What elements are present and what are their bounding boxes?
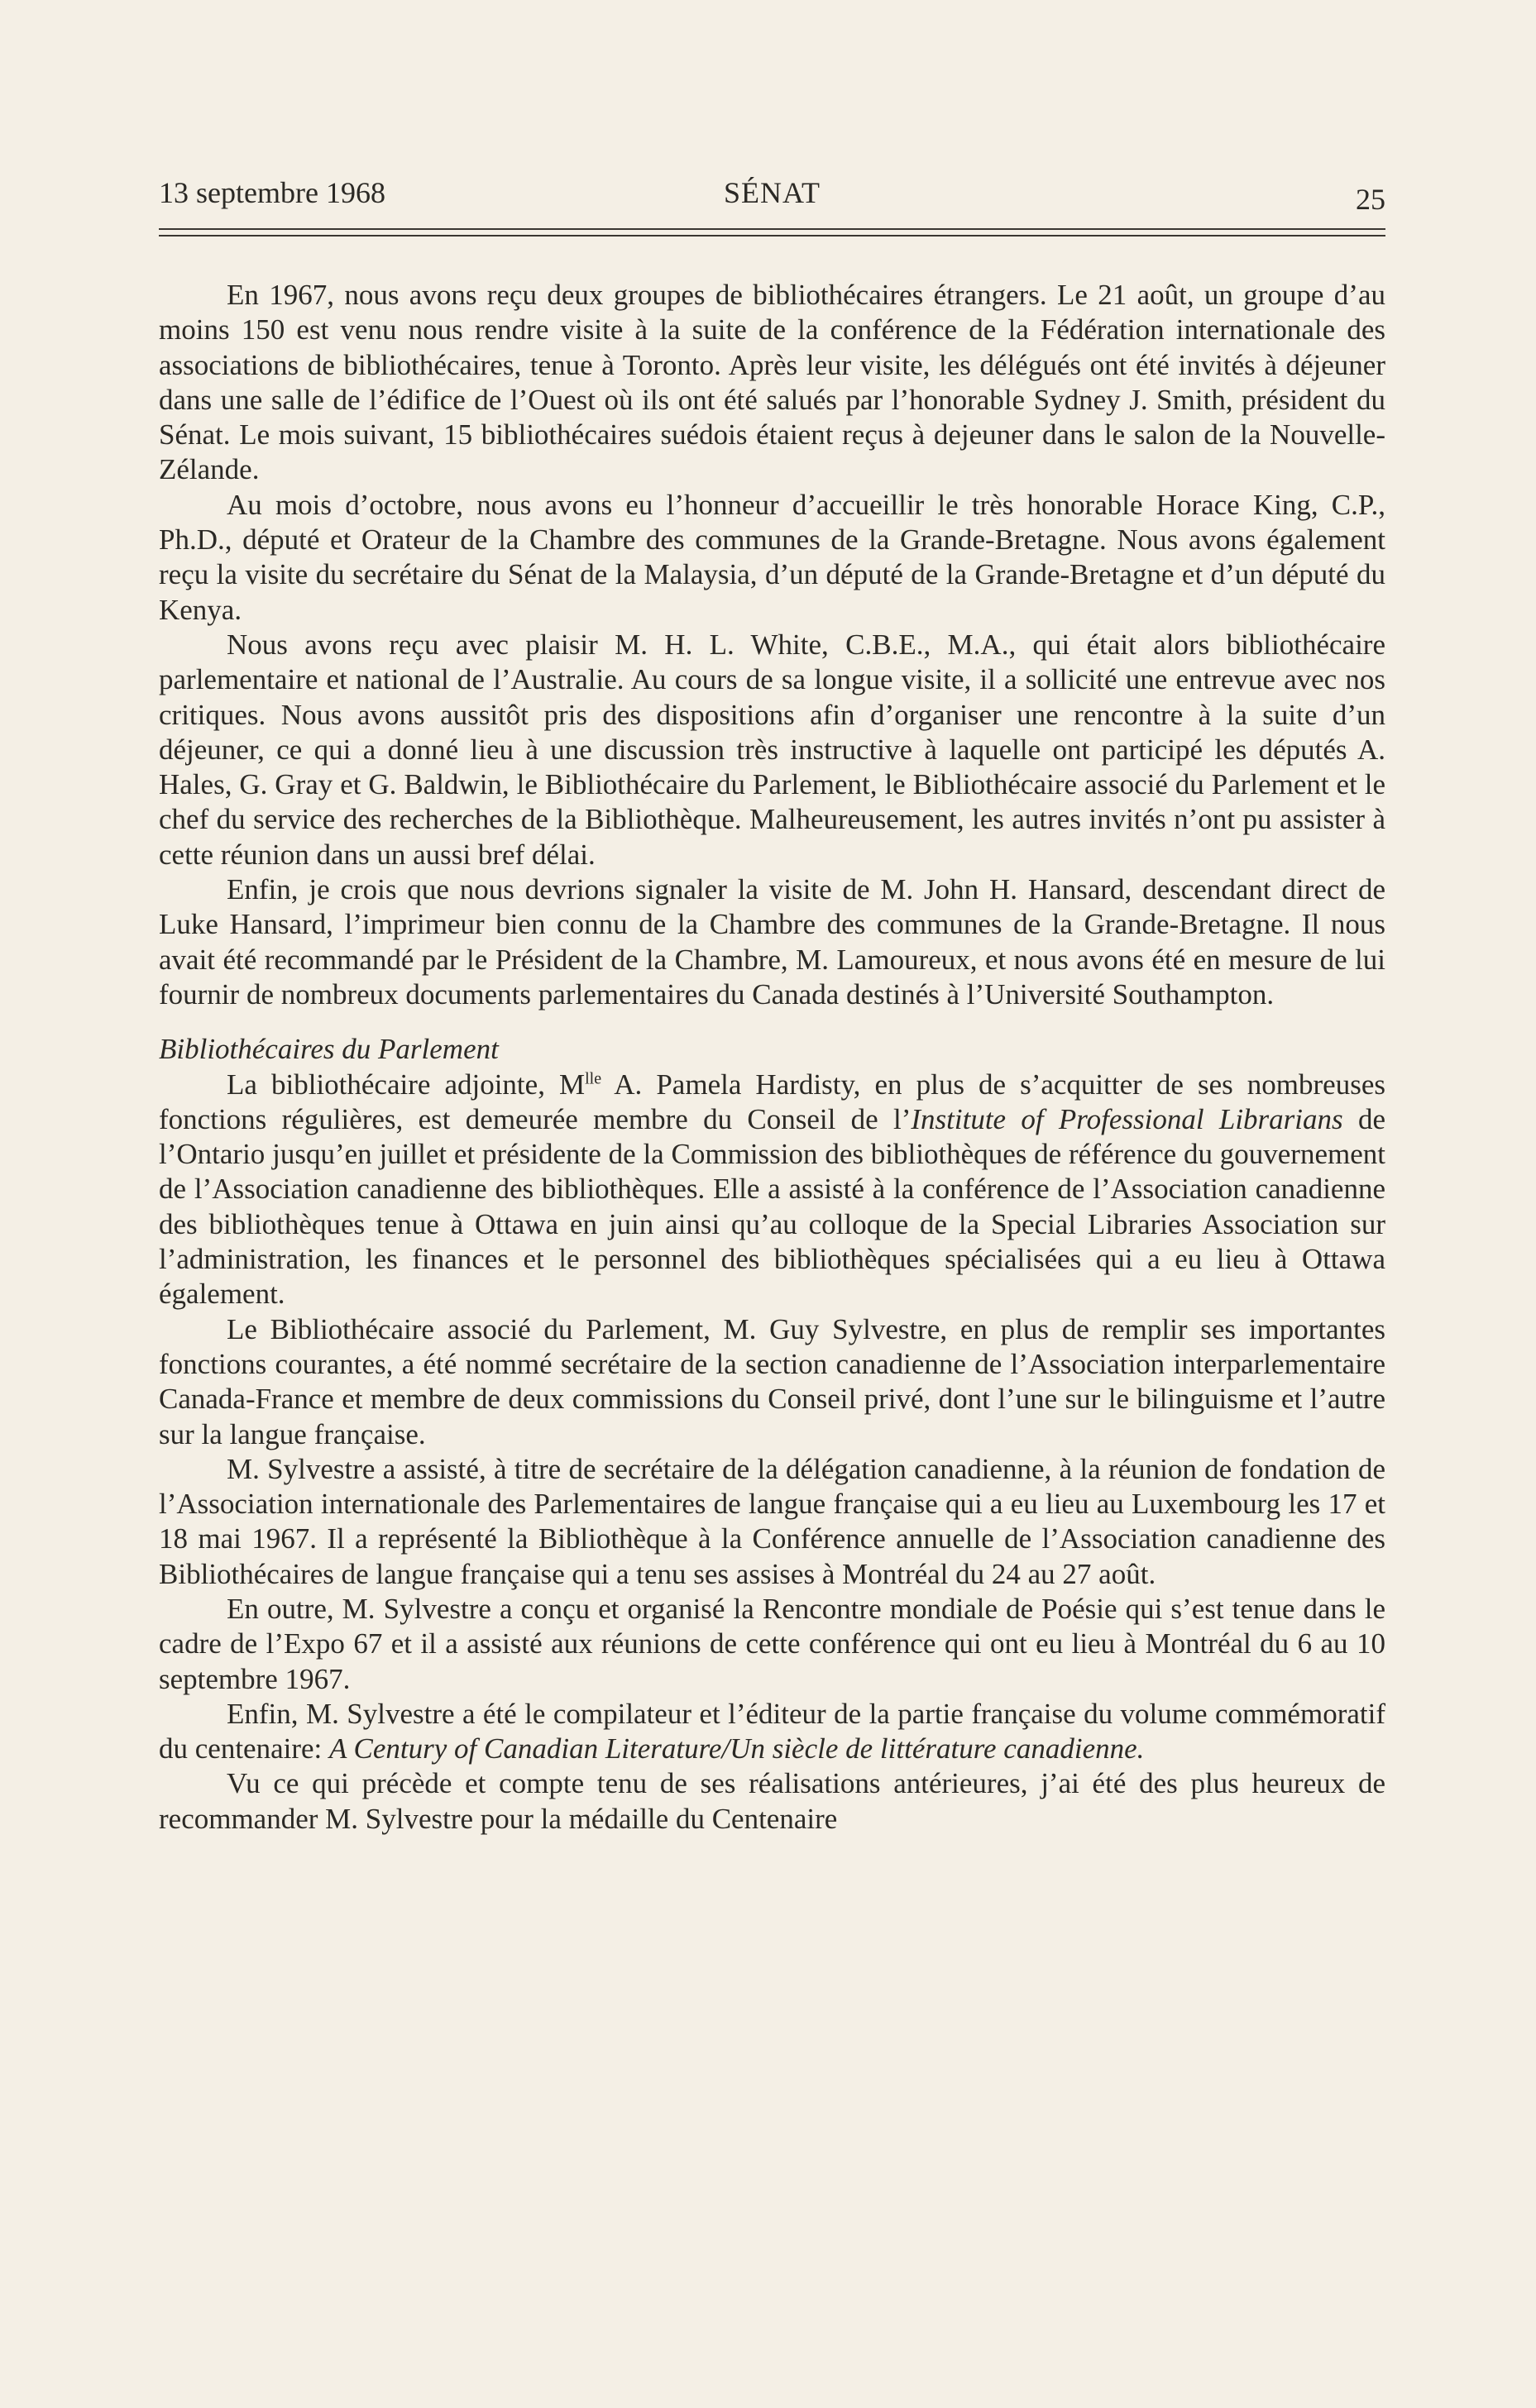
paragraph-sylvestre-duties: Le Bibliothécaire associé du Parlement, M. Guy Sylvestre, en plus de remplir ses importantes fonctions courantes, a été nommé secrétaire de la section canadienne de l’Association interparlementaire Canada-France et membre de deux commissions du Conseil privé, dont l’une sur le bilinguisme et l’autre sur la langue française.: [159, 1312, 1385, 1450]
hardisty-mid: A. Pamela Hardisty, en plus de s’acquitter de ses nombreuses fonctions régulières, est demeurée membre du Conseil de l’: [159, 1068, 1385, 1135]
paragraph-white-visit: Nous avons reçu avec plaisir M. H. L. White, C.B.E., M.A., qui était alors bibliothécaire parlementaire et national de l’Australie. Au cours de sa longue visite, il a sollicité une entrevue avec nos critiques. Nous avons aussitôt pris des dispositions afin d’organiser une rencontre à la suite d’un déjeuner, ce qui a donné lieu à une discussion très instructive à laquelle ont participé les députés A. Hales, G. Gray et G. Baldwin, le Bibliothécaire du Parlement, le Bibliothécaire associé du Parlement et le chef du service des recherches de la Bibliothèque. Malheureusement, les autres invités n’ont pu assister à cette réunion dans un aussi bref délai.: [159, 628, 1385, 871]
hardisty-title-sup: lle: [585, 1068, 602, 1087]
header-title: SÉNAT: [723, 176, 821, 209]
paragraph-sylvestre-meetings: M. Sylvestre a assisté, à titre de secrétaire de la délégation canadienne, à la réunion de fondation de l’Association internationale des Parlementaires de langue française qui a eu lieu au Luxembourg les 17 et 18 mai 1967. Il a représenté la Bibliothèque à la Conférence annuelle de l’Association canadienne des Bibliothécaires de langue française qui a tenu ses assises à Montréal du 24 au 27 août.: [159, 1452, 1385, 1590]
page-number: 25: [1356, 183, 1385, 216]
header-rule-bottom: [159, 235, 1385, 236]
hardisty-lead: La bibliothécaire adjointe, M: [227, 1068, 586, 1101]
paragraph-october-visits: Au mois d’octobre, nous avons eu l’honneur d’accueillir le très honorable Horace King, C.P., Ph.D., député et Orateur de la Chambre des communes de la Grande-Bretagne. Nous avons également reçu la visite du secrétaire du Sénat de la Malaysia, d’un député de la Grande-Bretagne et d’un député du Kenya.: [159, 488, 1385, 626]
section-heading: Bibliothécaires du Parlement: [159, 1033, 499, 1066]
institute-name: Institute of Professional Librarians: [911, 1102, 1343, 1135]
page-header: [159, 170, 1385, 216]
header-date: 13 septembre 1968: [159, 176, 385, 209]
centenary-lead: Enfin, M. Sylvestre a été le compilateur et l’éditeur de la partie française du volume commémoratif du centenaire:: [159, 1697, 1385, 1765]
body-text: [159, 278, 1385, 1837]
hardisty-rest: de l’Ontario jusqu’en juillet et présidente de la Commission des bibliothèques de référence du gouvernement de l’Association canadienne des bibliothèques. Elle a assisté à la conférence de l’Association canadienne des bibliothèques tenue à Ottawa en juin ainsi qu’au colloque de la Special Libraries Association sur l’administration, les finances et le personnel des bibliothèques spécialisées qui a eu lieu à Ottawa également.: [159, 1102, 1385, 1311]
paragraph-foreign-librarians: En 1967, nous avons reçu deux groupes de bibliothécaires étrangers. Le 21 août, un groupe d’au moins 150 est venu nous rendre visite à la suite de la conférence de la Fédération internationale des associations de bibliothécaires, tenue à Toronto. Après leur visite, les délégués ont été invités à déjeuner dans une salle de l’édifice de l’Ouest où ils ont été salués par l’honorable Sydney J. Smith, président du Sénat. Le mois suivant, 15 bibliothécaires suédois étaient reçus à dejeuner dans le salon de la Nouvelle-Zélande.: [159, 279, 1385, 486]
centenary-book-title: A Century of Canadian Literature/Un siècle de littérature canadienne.: [329, 1732, 1145, 1765]
paragraph-hardisty: [159, 1068, 1385, 1312]
paragraph-centenary-volume: [159, 1697, 1385, 1767]
paragraph-hansard-visit: Enfin, je crois que nous devrions signaler la visite de M. John H. Hansard, descendant direct de Luke Hansard, l’imprimeur bien connu de la Chambre des communes de la Grande-Bretagne. Il nous avait été recommandé par le Président de la Chambre, M. Lamoureux, et nous avons été en mesure de lui fournir de nombreux documents parlementaires du Canada destinés à l’Université Southampton.: [159, 873, 1385, 1010]
paragraph-sylvestre-poetry: En outre, M. Sylvestre a conçu et organisé la Rencontre mondiale de Poésie qui s’est tenue dans le cadre de l’Expo 67 et il a assisté aux réunions de cette conférence qui ont eu lieu à Montréal du 6 au 10 septembre 1967.: [159, 1592, 1385, 1695]
paragraph-closing: Vu ce qui précède et compte tenu de ses réalisations antérieures, j’ai été des plus heureux de recommander M. Sylvestre pour la médaille du Centenaire: [159, 1767, 1385, 1835]
header-rule-top: [159, 228, 1385, 230]
